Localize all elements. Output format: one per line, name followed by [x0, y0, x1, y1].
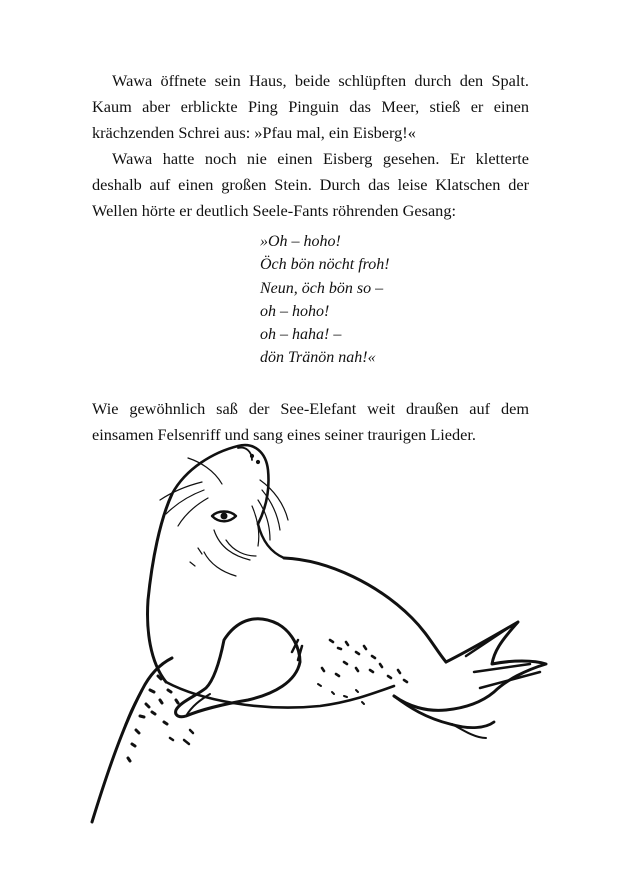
poem-line: Öch bön nöcht froh! [260, 256, 390, 274]
rock-shading [128, 676, 178, 761]
poem-line: dön Tränön nah!« [260, 349, 376, 367]
paragraph-2: Wawa hatte noch nie einen Eisberg gesehen. Er kletterte deshalb auf einen großen Stein. Durch das leise Klatschen der Wellen hörte er deutlich Seele-Fants röhrenden Gesang: [92, 149, 529, 220]
belly-outline [166, 682, 394, 708]
rock-outline [92, 658, 172, 822]
front-flipper [176, 619, 300, 717]
paragraph-3: Wie gewöhnlich saß der See-Elefant weit draußen auf dem einsamen Felsenriff und sang eines seiner traurigen Lieder. [92, 399, 529, 444]
poem-line: oh – haha! – [260, 326, 342, 344]
poem-line: oh – hoho! [260, 302, 330, 320]
paragraph-1: Wawa öffnete sein Haus, beide schlüpften durch den Spalt. Kaum aber erblickte Ping Pinguin das Meer, stieß er einen krächzenden Schrei aus: »Pfau mal, ein Eisberg!« [92, 71, 529, 142]
body-stipple [322, 640, 407, 682]
poem-line: Neun, öch bön so – [260, 279, 384, 297]
body-front [148, 494, 172, 682]
poem-line: »Oh – hoho! [260, 233, 341, 250]
